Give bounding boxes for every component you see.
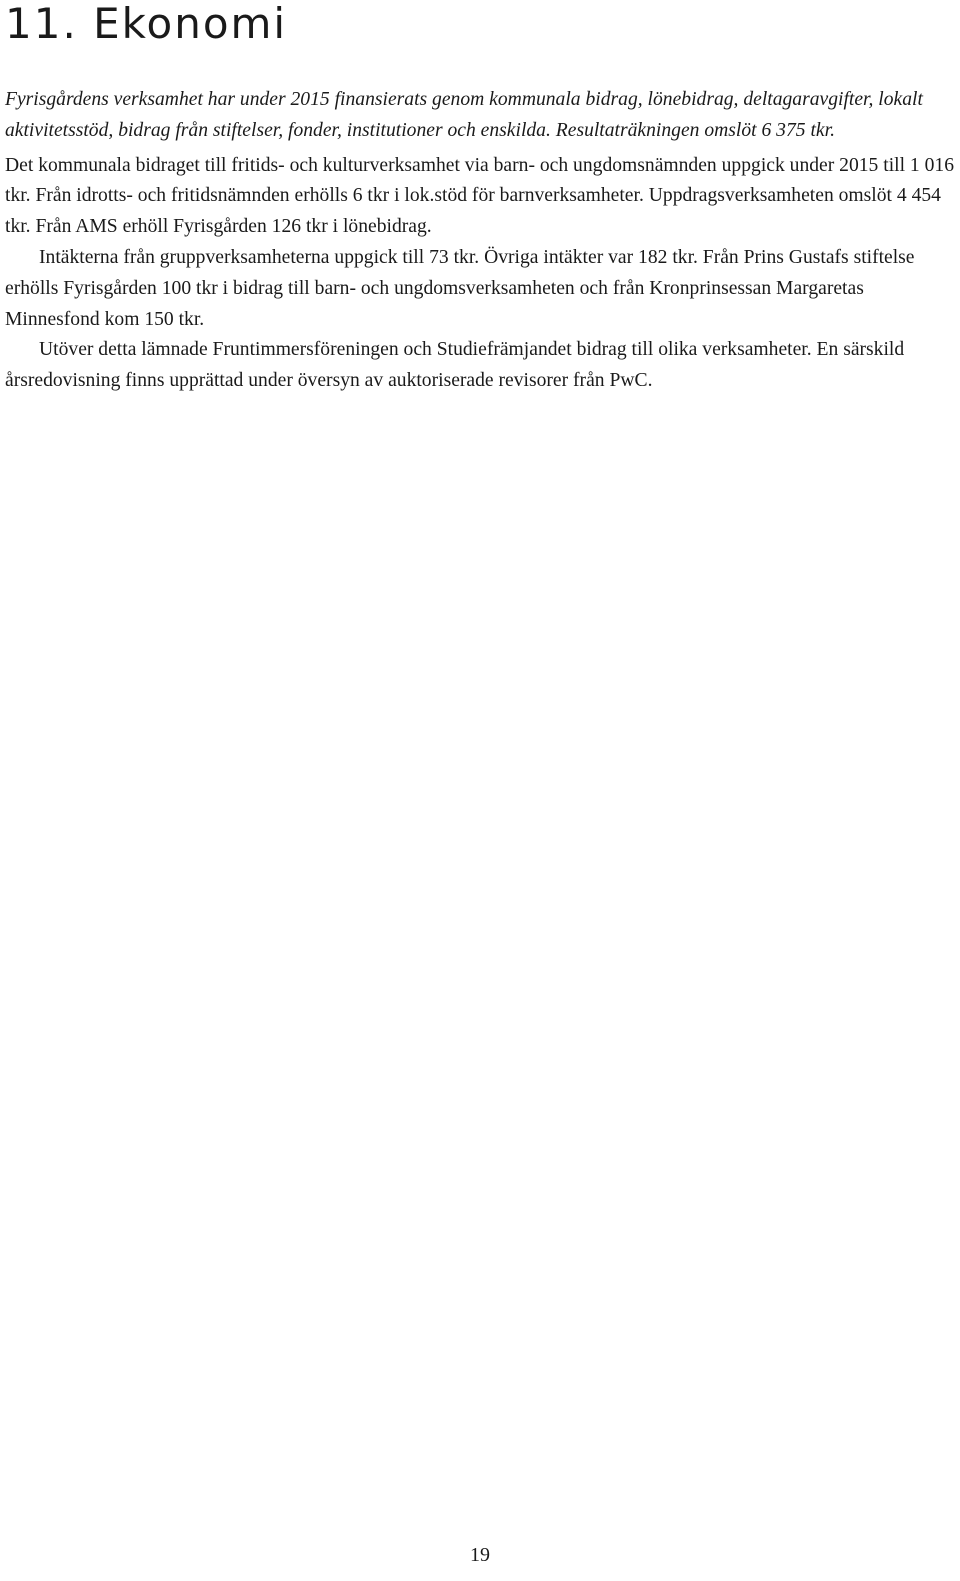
paragraph-income: Intäkterna från gruppverksamheterna uppgick till 73 tkr. Övriga intäkter var 182 tkr. Från Prins Gustafs stiftelse erhölls Fyrisgården 100 tkr i bidrag till barn- och ungdomsverksamheten och från Kronprinsessan Margaretas Minnesfond kom 150 tkr.	[5, 246, 915, 330]
section-heading: 11. Ekonomi	[5, 0, 288, 48]
paragraph-other-contributions: Utöver detta lämnade Fruntimmersföreningen och Studiefrämjandet bidrag till olika verksamheter. En särskild årsredovisning finns upprättad under översyn av auktoriserade revisorer från PwC.	[5, 339, 905, 392]
page-number: 19	[470, 1544, 490, 1566]
body-text	[5, 85, 955, 397]
paragraph-municipal-funding: Det kommunala bidraget till fritids- och kulturverksamhet via barn- och ungdomsnämnden uppgick under 2015 till 1 016 tkr. Från idrotts- och fritidsnämnden erhölls 6 tkr i lok.stöd för barnverksamheter. Uppdragsverksamheten omslöt 4 454 tkr. Från AMS erhöll Fyrisgården 126 tkr i lönebidrag.	[5, 154, 955, 238]
intro-paragraph: Fyrisgårdens verksamhet har under 2015 finansierats genom kommunala bidrag, lönebidrag, deltagaravgifter, lokalt aktivitetsstöd, bidrag från stiftelser, fonder, institutioner och enskilda. Resultaträkningen omslöt 6 375 tkr.	[5, 89, 923, 141]
